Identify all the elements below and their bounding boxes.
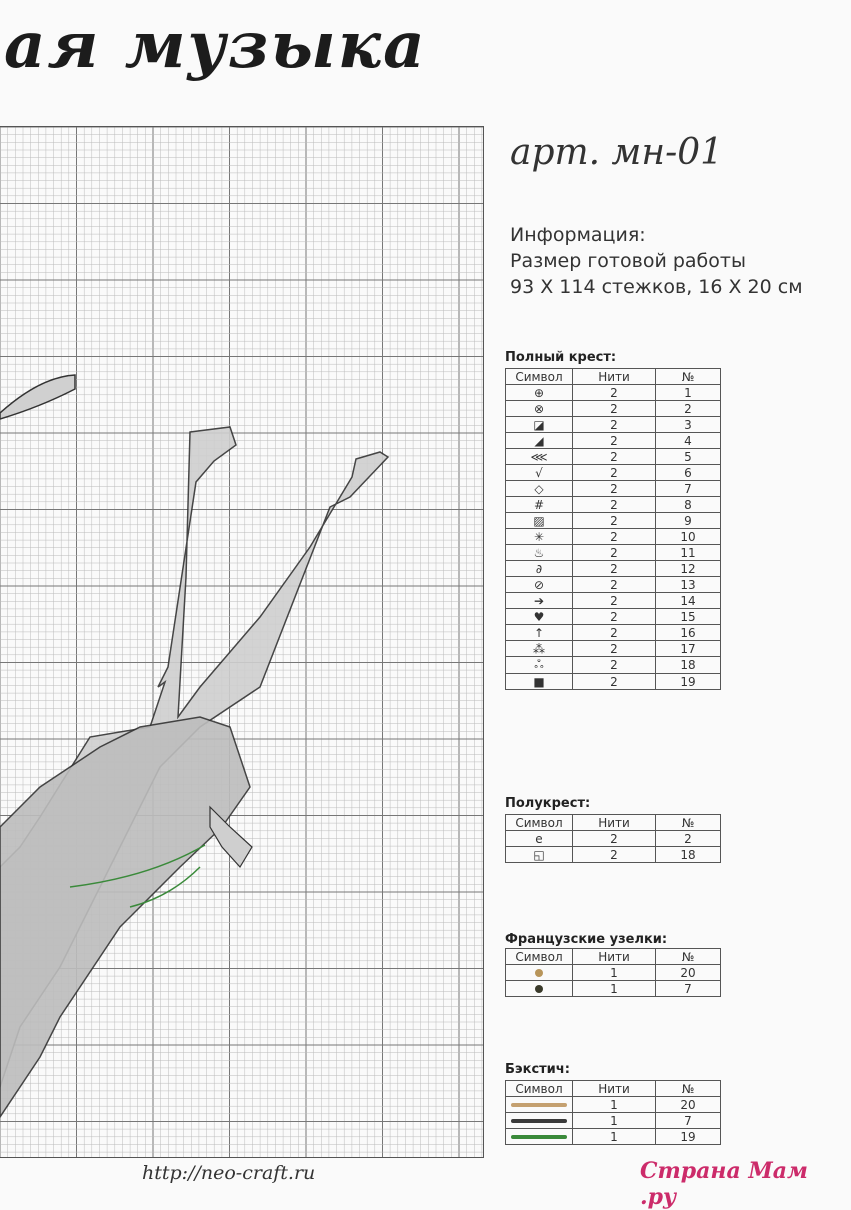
threads-cell: 2 — [573, 449, 656, 465]
number-cell: 10 — [656, 529, 721, 545]
threads-cell: 1 — [573, 1097, 656, 1113]
legend-row — [506, 481, 721, 497]
threads-cell: 2 — [573, 385, 656, 401]
threads-cell: 2 — [573, 529, 656, 545]
info-size-value: 93 X 114 стежков, 16 X 20 см — [510, 276, 803, 298]
drop-base-icon: ♨ — [533, 545, 545, 560]
threads-cell: 2 — [573, 465, 656, 481]
threads-cell: 2 — [573, 625, 656, 641]
symbol-cell — [506, 545, 573, 561]
threads-cell: 2 — [573, 641, 656, 657]
number-cell: 12 — [656, 561, 721, 577]
symbol-cell — [506, 674, 573, 690]
number-cell: 2 — [656, 831, 721, 847]
legend-row — [506, 831, 721, 847]
french-knots-table — [505, 948, 721, 997]
tan-dot-icon — [535, 969, 543, 977]
number-cell: 4 — [656, 433, 721, 449]
legend-row — [506, 1097, 721, 1113]
legend-row — [506, 981, 721, 997]
legend-row — [506, 593, 721, 609]
asterisk-icon: ✳ — [533, 529, 545, 544]
legend-row — [506, 465, 721, 481]
symbol-cell — [506, 465, 573, 481]
tan-line-icon — [511, 1103, 567, 1107]
threads-cell: 2 — [573, 481, 656, 497]
col-symbol: Символ — [506, 369, 573, 385]
legend-row — [506, 641, 721, 657]
number-cell: 3 — [656, 417, 721, 433]
legend-row — [506, 497, 721, 513]
number-cell: 20 — [656, 1097, 721, 1113]
circle-plus-icon: ⊕ — [533, 385, 545, 400]
number-cell: 18 — [656, 847, 721, 863]
threads-cell: 2 — [573, 497, 656, 513]
hash-icon: # — [533, 497, 545, 512]
symbol-cell — [506, 1097, 573, 1113]
symbol-cell — [506, 529, 573, 545]
legend-row — [506, 1113, 721, 1129]
symbol-cell — [506, 981, 573, 997]
legend-row — [506, 965, 721, 981]
triple-star-icon: ⁂ — [533, 641, 545, 656]
footer-url: http://neo-craft.ru — [142, 1162, 316, 1184]
symbol-cell — [506, 385, 573, 401]
number-cell: 7 — [656, 981, 721, 997]
number-cell: 20 — [656, 965, 721, 981]
backstitch-title: Бэкстич: — [505, 1062, 570, 1077]
legend-row — [506, 529, 721, 545]
number-cell: 15 — [656, 609, 721, 625]
threads-cell: 2 — [573, 657, 656, 674]
filled-square-icon: ■ — [533, 674, 545, 689]
legend-row — [506, 401, 721, 417]
number-cell: 19 — [656, 674, 721, 690]
col-number: № — [656, 1081, 721, 1097]
french-knots-title: Французские узелки: — [505, 932, 668, 947]
col-threads: Нити — [573, 949, 656, 965]
number-cell: 5 — [656, 449, 721, 465]
threads-cell: 1 — [573, 981, 656, 997]
check-icon: √ — [535, 465, 543, 480]
legend-row — [506, 657, 721, 674]
symbol-cell — [506, 1113, 573, 1129]
legend-row — [506, 577, 721, 593]
threads-cell: 1 — [573, 1113, 656, 1129]
number-cell: 2 — [656, 401, 721, 417]
full-cross-title: Полный крест: — [505, 350, 617, 365]
col-symbol: Символ — [506, 949, 573, 965]
corner-square-icon: ◱ — [533, 847, 545, 862]
threads-cell: 2 — [573, 847, 656, 863]
diamond-cross-icon: ⊗ — [533, 401, 545, 416]
threads-cell: 2 — [573, 593, 656, 609]
col-number: № — [656, 369, 721, 385]
symbol-cell — [506, 449, 573, 465]
threads-cell: 2 — [573, 609, 656, 625]
hatched-square-icon: ▨ — [533, 513, 545, 528]
pattern-title: ая музыка — [4, 8, 427, 83]
number-cell: 1 — [656, 385, 721, 401]
legend-row — [506, 433, 721, 449]
chart-grid — [0, 127, 483, 1157]
number-cell: 19 — [656, 1129, 721, 1145]
symbol-cell — [506, 965, 573, 981]
legend-row — [506, 561, 721, 577]
col-threads: Нити — [573, 369, 656, 385]
threads-cell: 1 — [573, 965, 656, 981]
col-symbol: Символ — [506, 815, 573, 831]
col-number: № — [656, 815, 721, 831]
threads-cell: 2 — [573, 417, 656, 433]
threads-cell: 2 — [573, 831, 656, 847]
half-cross-table — [505, 814, 721, 863]
col-symbol: Символ — [506, 1081, 573, 1097]
number-cell: 6 — [656, 465, 721, 481]
dark-line-icon — [511, 1119, 567, 1123]
col-threads: Нити — [573, 815, 656, 831]
curl-icon: ∂ — [535, 561, 543, 576]
threads-cell: 2 — [573, 401, 656, 417]
backstitch-table — [505, 1080, 721, 1145]
article-number: арт. мн-01 — [510, 132, 724, 173]
oval-slash-icon: ⊘ — [533, 577, 545, 592]
half-cross-title: Полукрест: — [505, 796, 591, 811]
symbol-cell — [506, 847, 573, 863]
legend-row — [506, 847, 721, 863]
symbol-cell — [506, 609, 573, 625]
symbol-cell — [506, 433, 573, 449]
legend-row — [506, 625, 721, 641]
triple-arrow-icon: ⋘ — [530, 449, 548, 464]
symbol-cell — [506, 401, 573, 417]
threads-cell: 2 — [573, 433, 656, 449]
e-curl-icon: e — [535, 831, 543, 846]
threads-cell: 1 — [573, 1129, 656, 1145]
full-cross-table — [505, 368, 721, 690]
legend-row — [506, 609, 721, 625]
symbol-cell — [506, 625, 573, 641]
legend-row — [506, 417, 721, 433]
number-cell: 8 — [656, 497, 721, 513]
symbol-cell — [506, 831, 573, 847]
number-cell: 11 — [656, 545, 721, 561]
heart-icon: ♥ — [533, 609, 545, 624]
legend-row — [506, 513, 721, 529]
half-square-icon: ◪ — [533, 417, 545, 432]
legend-row — [506, 674, 721, 690]
number-cell: 13 — [656, 577, 721, 593]
threads-cell: 2 — [573, 545, 656, 561]
symbol-cell — [506, 561, 573, 577]
legend-row — [506, 545, 721, 561]
dark-dot-icon — [535, 985, 543, 993]
number-cell: 16 — [656, 625, 721, 641]
info-heading: Информация: — [510, 224, 646, 246]
threads-cell: 2 — [573, 513, 656, 529]
symbol-cell — [506, 513, 573, 529]
legend-row — [506, 385, 721, 401]
col-number: № — [656, 949, 721, 965]
symbol-cell — [506, 577, 573, 593]
symbol-cell — [506, 641, 573, 657]
diamond-outline-icon: ◇ — [534, 481, 544, 496]
number-cell: 17 — [656, 641, 721, 657]
col-threads: Нити — [573, 1081, 656, 1097]
number-cell: 9 — [656, 513, 721, 529]
cross-stitch-chart — [0, 126, 484, 1158]
threads-cell: 2 — [573, 577, 656, 593]
symbol-cell — [506, 593, 573, 609]
symbol-cell — [506, 1129, 573, 1145]
symbol-cell — [506, 497, 573, 513]
three-circles-icon: ஃ — [534, 657, 544, 671]
symbol-cell — [506, 417, 573, 433]
quarter-arc-icon: ◢ — [534, 433, 544, 448]
symbol-cell — [506, 657, 573, 674]
green-line-icon — [511, 1135, 567, 1139]
arrow-up-icon: ↑ — [533, 625, 545, 640]
threads-cell: 2 — [573, 561, 656, 577]
legend-row — [506, 1129, 721, 1145]
legend-row — [506, 449, 721, 465]
number-cell: 7 — [656, 481, 721, 497]
number-cell: 18 — [656, 657, 721, 674]
threads-cell: 2 — [573, 674, 656, 690]
watermark-logo: Страна Мам .ру — [640, 1158, 808, 1210]
info-size-label: Размер готовой работы — [510, 250, 746, 272]
arrow-right-icon: ➔ — [533, 593, 545, 608]
number-cell: 14 — [656, 593, 721, 609]
symbol-cell — [506, 481, 573, 497]
number-cell: 7 — [656, 1113, 721, 1129]
